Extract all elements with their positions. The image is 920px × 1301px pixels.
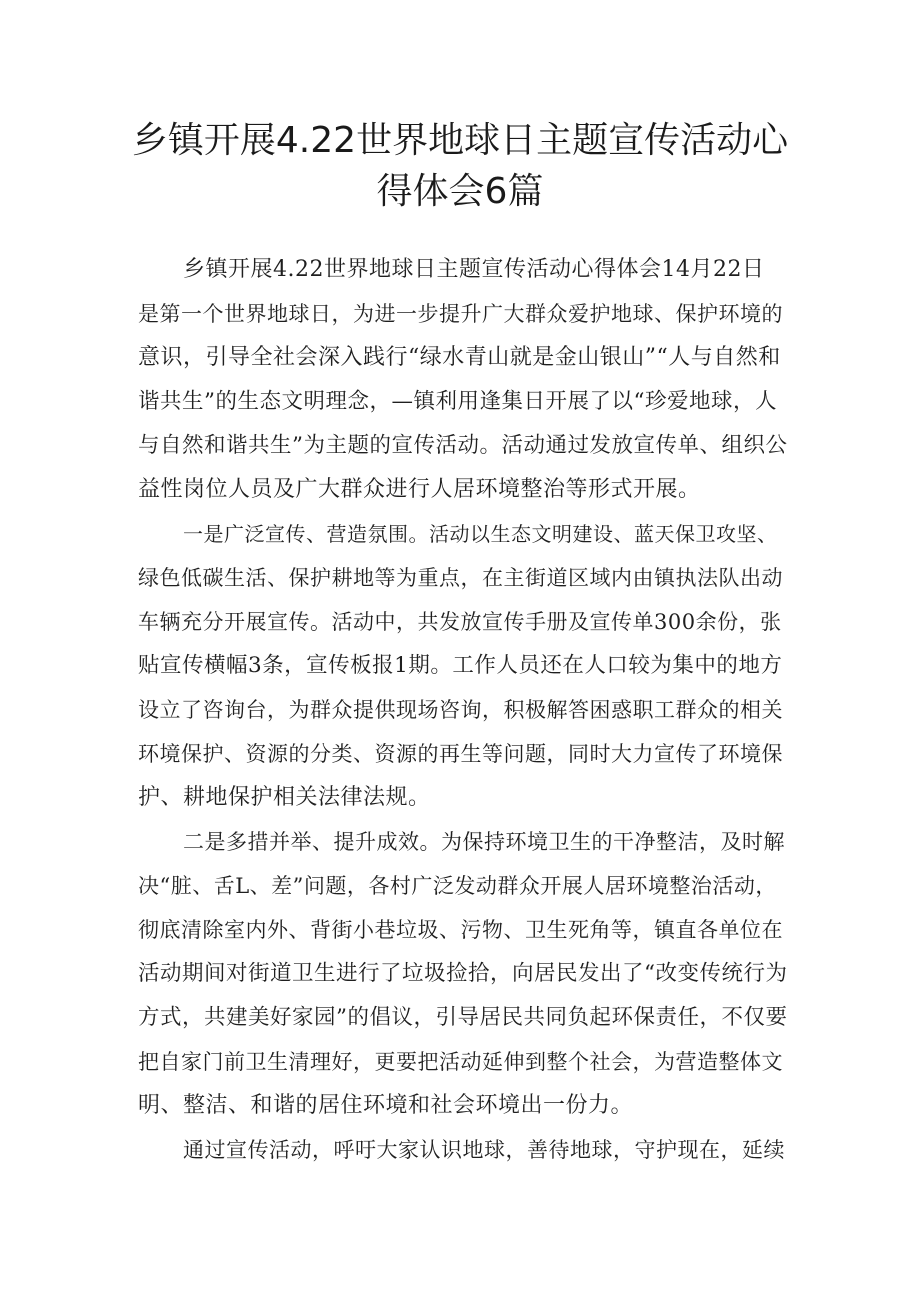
paragraph-2-line-7: 护、耕地保护相关法律法规。: [138, 785, 431, 810]
paragraph-2-line-6: 环境保护、资源的分类、资源的再生等问题，同时大力宣传了环境保: [138, 742, 783, 766]
paragraph-3-line-1: 二是多措并举、提升成效。为保持环境卫生的干净整洁，及时解: [183, 830, 785, 854]
paragraph-3-line-2: 决“脏、舌L、差”问题，各村广泛发动群众开展人居环境整治活动，: [138, 874, 777, 898]
paragraph-1-line-5: 与自然和谐共生”为主题的宣传活动。活动通过发放宣传单、组织公: [138, 433, 788, 458]
document-title-line-2: 得体会6篇: [376, 171, 544, 212]
paragraph-2-line-5: 设立了咨询台，为群众提供现场咨询，积极解答困惑职工群众的相关: [138, 698, 783, 722]
paragraph-1-line-1: 乡镇开展4.22世界地球日主题宣传活动心得体会14月22日: [183, 257, 765, 282]
paragraph-2-line-4: 贴宣传横幅3条，宣传板报1期。工作人员还在人口较为集中的地方: [138, 653, 783, 678]
paragraph-3-line-7: 明、整洁、和谐的居住环境和社会环境出一份力。: [138, 1093, 634, 1118]
document-title-line-1: 乡镇开展4.22世界地球日主题宣传活动心: [131, 120, 789, 161]
paragraph-1-line-6: 益性岗位人员及广大群众进行人居环境整治等形式开展。: [138, 477, 701, 502]
paragraph-3-line-5: 方式，共建美好家园”的倡议，引导居民共同负起环保责任，不仅要: [138, 1005, 788, 1030]
paragraph-3-line-3: 彻底清除室内外、背街小巷垃圾、污物、卫生死角等，镇直各单位在: [138, 918, 783, 942]
paragraph-3-line-6: 把自家门前卫生清理好，更要把活动延伸到整个社会，为营造整体文: [138, 1050, 783, 1074]
paragraph-2-line-3: 车辆充分开展宣传。活动中，共发放宣传手册及宣传单300余份，张: [138, 610, 782, 634]
paragraph-1-line-3: 意识，引导全社会深入践行“绿水青山就是金山银山”“人与自然和: [138, 345, 781, 370]
paragraph-2-line-2: 绿色低碳生活、保护耕地等为重点，在主街道区域内由镇执法队出动: [138, 566, 783, 590]
paragraph-1-line-4: 谐共生”的生态文明理念，—镇利用逢集日开展了以“珍爱地球，人: [138, 389, 777, 414]
paragraph-2-line-1: 一是广泛宣传、营造氛围。活动以生态文明建设、蓝天保卫攻坚、: [183, 522, 778, 546]
paragraph-4-line-1: 通过宣传活动，呼吁大家认识地球，善待地球，守护现在，延续: [183, 1138, 785, 1162]
paragraph-1-line-2: 是第一个世界地球日，为进一步提升广大群众爱护地球、保护环境的: [138, 302, 783, 326]
paragraph-3-line-4: 活动期间对街道卫生进行了垃圾捡拾，向居民发出了“改变传统行为: [138, 961, 788, 986]
